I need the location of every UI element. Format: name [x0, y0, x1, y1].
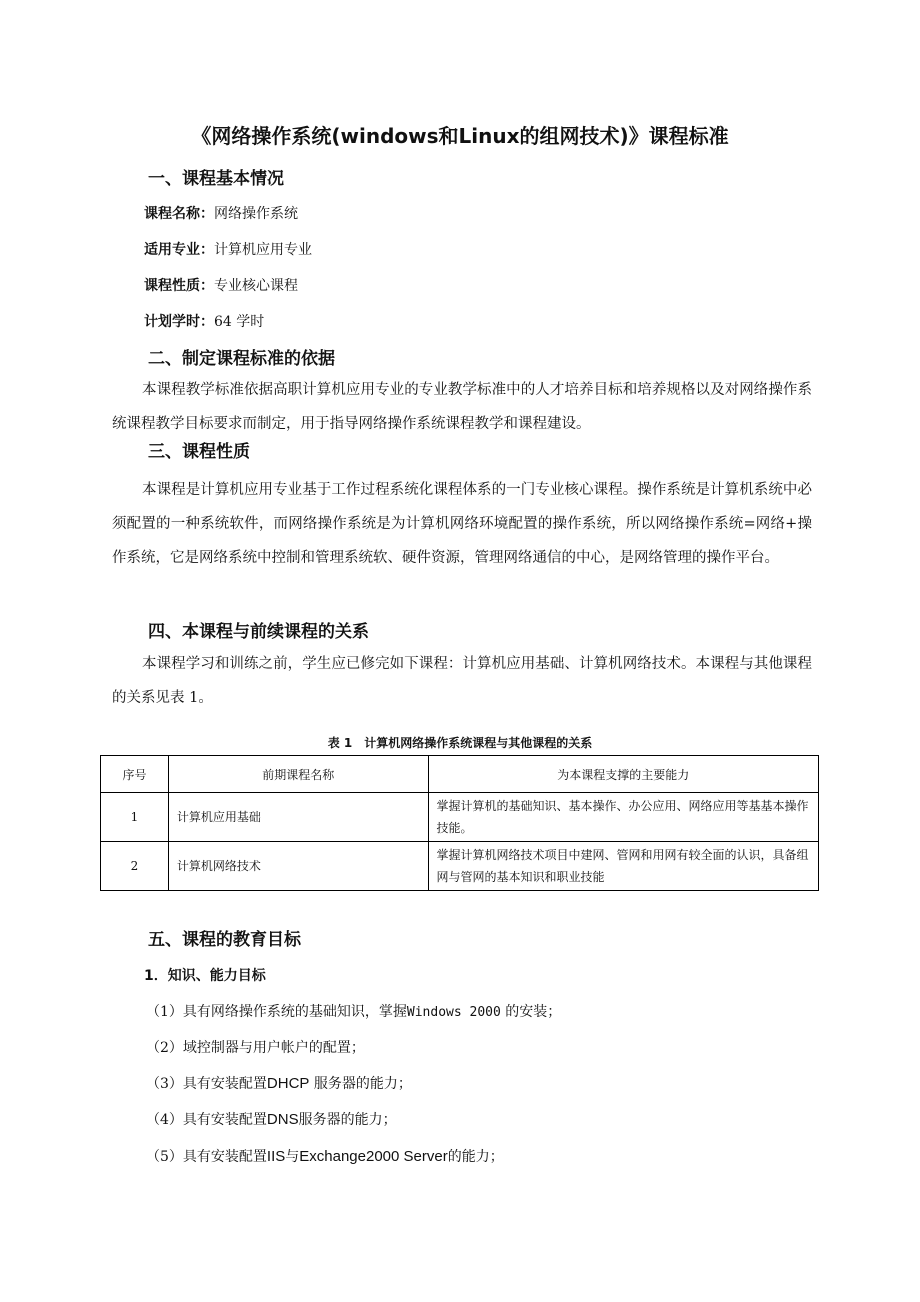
item-term: Windows 2000 — [406, 1005, 501, 1020]
field-value: 计算机应用专业 — [214, 242, 312, 258]
table-cell-no: 1 — [101, 793, 169, 842]
field-applicable-major — [144, 239, 312, 261]
field-value: 网络操作系统 — [214, 206, 298, 222]
table-header-cell: 为本课程支撑的主要能力 — [428, 756, 818, 793]
table-header-cell: 前期课程名称 — [168, 756, 428, 793]
paragraph-relations: 本课程学习和训练之前，学生应已修完如下课程：计算机应用基础、计算机网络技术。本课程与其他课程的关系见表 1。 — [112, 656, 812, 706]
table-cell-course: 计算机网络技术 — [168, 842, 428, 891]
list-item — [146, 1073, 412, 1095]
field-planned-hours — [144, 311, 264, 333]
item-text: 服务器的能力； — [309, 1076, 412, 1092]
course-relation-table — [100, 755, 819, 891]
table-header-cell: 序号 — [101, 756, 169, 793]
list-item — [146, 1146, 504, 1168]
section-heading-nature: 三、课程性质 — [148, 442, 250, 462]
table-row — [101, 793, 819, 842]
field-label: 适用专业： — [144, 242, 214, 258]
section-heading-objectives: 五、课程的教育目标 — [148, 930, 301, 950]
field-label: 课程名称： — [144, 206, 214, 222]
item-text: （5）具有安装配置 — [146, 1149, 267, 1165]
item-text: 的能力； — [447, 1149, 504, 1165]
paragraph-basis: 本课程教学标准依据高职计算机应用专业的专业教学标准中的人才培养目标和培养规格以及对网络操作系统课程教学目标要求而制定，用于指导网络操作系统课程教学和课程建设。 — [112, 382, 812, 432]
item-text: （3）具有安装配置 — [146, 1076, 267, 1092]
item-term: DNS — [266, 1111, 299, 1128]
item-text: （1）具有网络操作系统的基础知识，掌握 — [146, 1004, 407, 1020]
field-value: 专业核心课程 — [214, 278, 298, 294]
item-text: 的安装； — [500, 1004, 562, 1020]
table-cell-ability: 掌握计算机网络技术项目中建网、管网和用网有较全面的认识，具备组网与管网的基本知识和职业技能 — [428, 842, 818, 891]
list-item — [146, 1037, 365, 1059]
item-term: IIS — [266, 1148, 286, 1165]
field-course-name — [144, 203, 298, 225]
table-header-row — [101, 756, 819, 793]
item-term: DHCP — [266, 1075, 310, 1092]
table-cell-course: 计算机应用基础 — [168, 793, 428, 842]
field-label: 计划学时： — [144, 314, 214, 330]
item-term: Exchange2000 Server — [299, 1148, 448, 1165]
table-caption: 表 1 计算机网络操作系统课程与其他课程的关系 — [327, 736, 593, 750]
document-title: 《网络操作系统(windows和Linux的组网技术)》课程标准 — [191, 124, 729, 148]
field-value: 64 学时 — [214, 314, 265, 330]
table-row — [101, 842, 819, 891]
paragraph-nature: 本课程是计算机应用专业基于工作过程系统化课程体系的一门专业核心课程。操作系统是计算机系统中必须配置的一种系统软件，而网络操作系统是为计算机网络环境配置的操作系统，所以网络操作系统=网络+操作系统，它是网络系统中控制和管理系统软、硬件资源，管理网络通信的中心，是网络管理的操作平台。 — [112, 482, 812, 566]
table-cell-ability: 掌握计算机的基础知识、基本操作、办公应用、网络应用等基基本操作技能。 — [428, 793, 818, 842]
item-text: （4）具有安装配置 — [146, 1112, 267, 1128]
section-heading-basic-info: 一、课程基本情况 — [148, 169, 284, 189]
list-item — [146, 1109, 397, 1131]
item-text: 服务器的能力； — [298, 1112, 397, 1128]
list-item — [146, 1001, 561, 1024]
item-text: 与 — [285, 1149, 300, 1165]
section-heading-relations: 四、本课程与前续课程的关系 — [148, 622, 369, 642]
table-cell-no: 2 — [101, 842, 169, 891]
subheading-knowledge-ability: 1．知识、能力目标 — [144, 968, 266, 984]
item-text: （2）域控制器与用户帐户的配置； — [146, 1040, 365, 1056]
section-heading-basis: 二、制定课程标准的依据 — [148, 349, 335, 369]
field-label: 课程性质： — [144, 278, 214, 294]
field-course-nature — [144, 275, 298, 297]
